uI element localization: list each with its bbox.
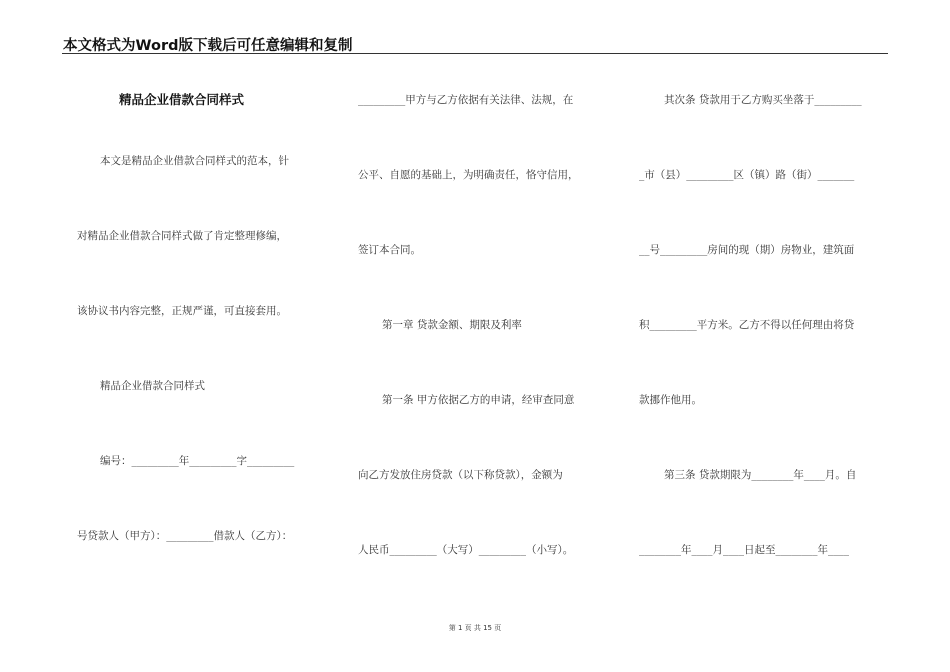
page-number-footer: 第 1 页 共 15 页 (448, 624, 502, 632)
paragraph-line: ________年____月____日起至________年____ (639, 544, 849, 556)
article-line: 其次条 贷款用于乙方购买坐落于_________ (664, 94, 862, 106)
chapter-heading: 第一章 贷款金额、期限及利率 (382, 319, 522, 331)
article-line: 第一条 甲方依据乙方的申请，经审查同意 (382, 394, 575, 406)
header-divider (62, 53, 888, 54)
contract-number-line: 编号：_________年_________字_________ (100, 455, 295, 467)
paragraph-line: 人民币_________（大写）_________（小写）。 (358, 544, 574, 556)
paragraph-line: 对精品企业借款合同样式做了肯定整理修编， (77, 230, 287, 242)
paragraph-line: 签订本合同。 (358, 244, 421, 256)
document-header-banner: 本文格式为Word版下载后可任意编辑和复制 (63, 38, 353, 54)
document-title: 精品企业借款合同样式 (119, 92, 245, 107)
parties-line: 号贷款人（甲方）：_________借款人（乙方）： (77, 530, 293, 542)
paragraph-line: 公平、自愿的基础上，为明确责任，恪守信用， (358, 169, 579, 181)
paragraph-line: __号_________房间的现（期）房物业，建筑面 (639, 244, 855, 256)
article-line: 第三条 贷款期限为________年____月。自 (664, 469, 857, 481)
paragraph-line: _市（县）_________区（镇）路（街）_______ (639, 169, 855, 181)
paragraph-line: 向乙方发放住房贷款（以下称贷款），金额为 (358, 469, 563, 481)
paragraph-line: _________甲方与乙方依据有关法律、法规，在 (358, 94, 574, 106)
section-heading: 精品企业借款合同样式 (100, 380, 205, 392)
paragraph-line: 款挪作他用。 (639, 394, 702, 406)
paragraph-line: 本文是精品企业借款合同样式的范本，针 (100, 155, 289, 167)
paragraph-line: 积_________平方米。乙方不得以任何理由将贷 (639, 319, 855, 331)
paragraph-line: 该协议书内容完整，正规严谨，可直接套用。 (77, 305, 287, 317)
